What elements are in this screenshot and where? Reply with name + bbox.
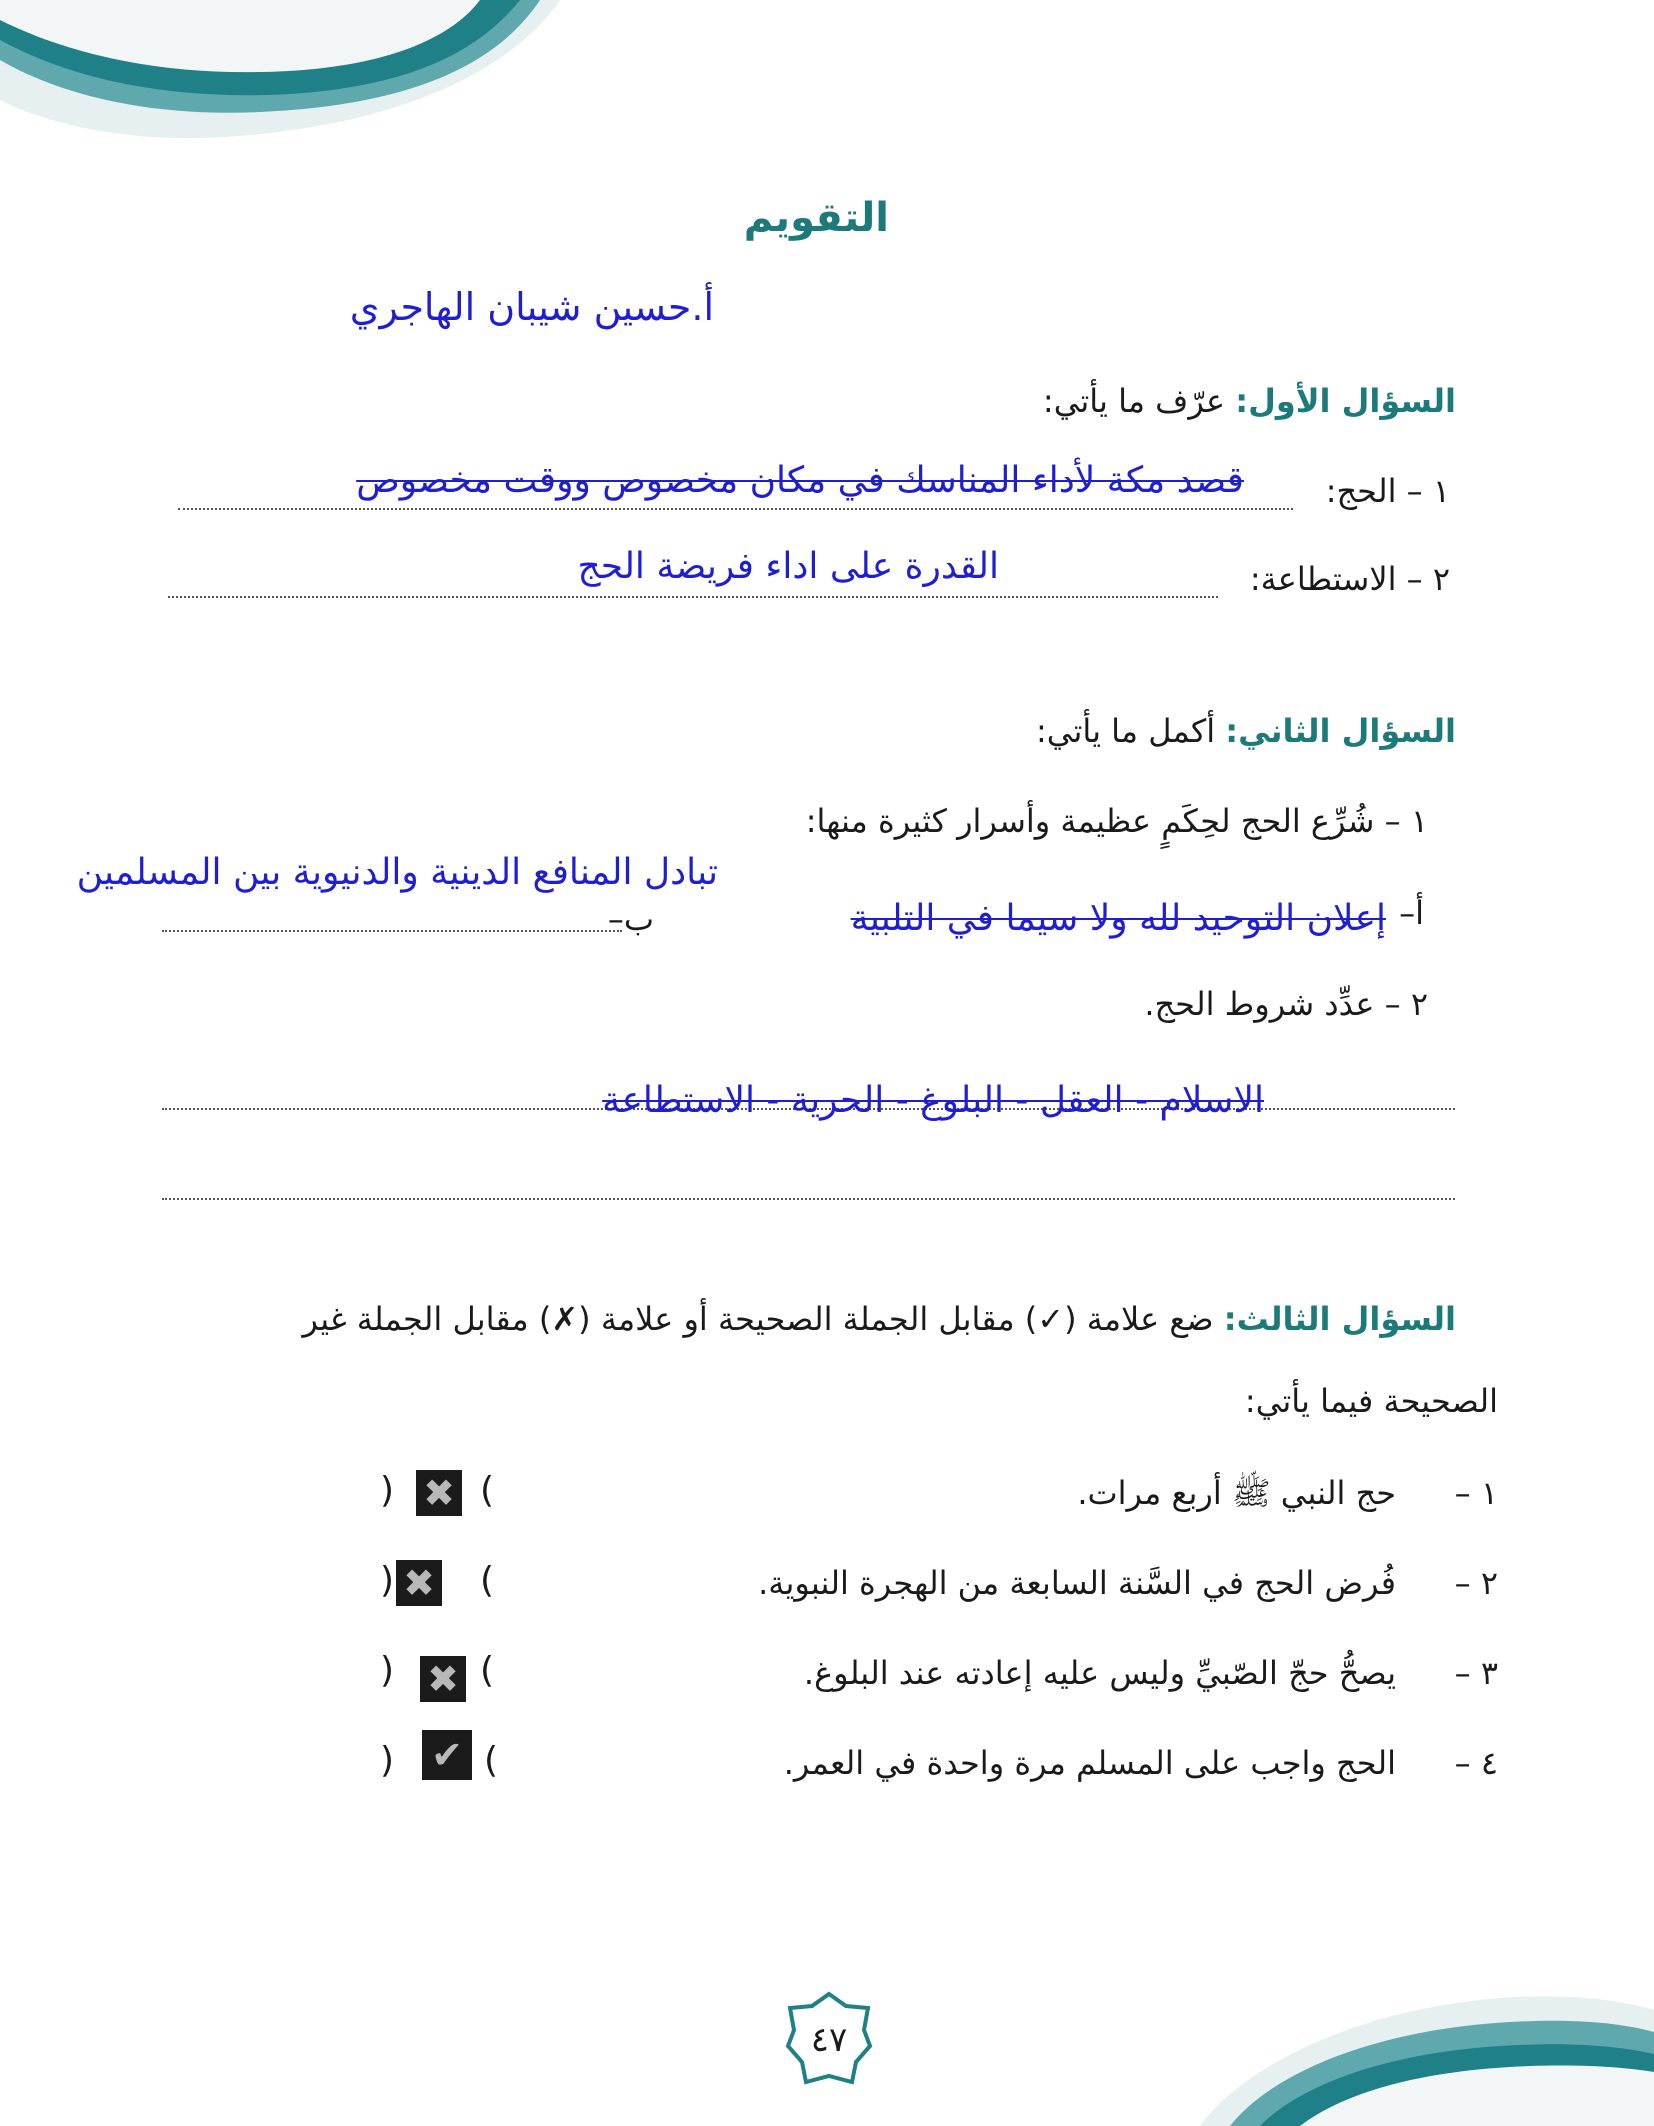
page-title: التقويم [743,195,889,241]
q3-item3-paren-open: ( [480,1650,495,1691]
header-wave-decoration [0,0,560,160]
q3-item3-text: يصحُّ حجّ الصّبيِّ وليس عليه إعادته عند البلوغ. [803,1654,1396,1692]
q2-b-answer: تبادل المنافع الدينية والدنيوية بين المسلمين [76,852,718,893]
q3-item1-paren-open: ( [480,1470,495,1511]
q3-item4-num: ٤ – [1454,1744,1498,1782]
q3-label: السؤال الثالث: [1223,1300,1456,1338]
q3-item3-x-mark-icon[interactable]: ✖ [420,1656,466,1702]
q1-item2-prompt: ٢ – الاستطاعة: [1249,560,1450,598]
author-name: أ.حسين شيبان الهاجري [349,285,714,329]
q3-item1-paren-close: ) [380,1470,395,1511]
q1-item2-answer-line [168,596,1218,598]
page-number: ٤٧ [810,2020,848,2060]
q3-item3-paren-close: ) [380,1650,395,1691]
q1-item2-answer: القدرة على اداء فريضة الحج [577,546,999,587]
q1-instruction: عرّف ما يأتي: [1042,382,1226,420]
q3-item3-num: ٣ – [1454,1654,1498,1692]
q2-b-label: ب– [607,900,654,938]
q3-item2-paren-close: ) [380,1560,395,1601]
q2-item2-extra-line [162,1198,1455,1200]
q2-a-label: أ– [1399,894,1424,932]
q1-item1-prompt: ١ – الحج: [1325,472,1450,510]
q3-item1-text: حج النبي ﷺ أربع مرات. [1077,1474,1396,1512]
q2-item2-prompt: ٢ – عدِّد شروط الحج. [1144,985,1428,1023]
q3-item1-x-mark-icon[interactable]: ✖ [416,1470,462,1516]
q3-instruction-line2: الصحيحة فيما يأتي: [1244,1382,1498,1420]
footer-wave-decoration [1200,1960,1654,2126]
q2-item1-prompt: ١ – شُرِّع الحج لحِكَمٍ عظيمة وأسرار كثيرة منها: [805,802,1428,840]
q3-item2-text: فُرض الحج في السَّنة السابعة من الهجرة النبوية. [758,1564,1396,1602]
q1-item1-answer-line [178,508,1293,510]
q2-a-answer: إعلان التوحيد لله ولا سيما في التلبية [850,898,1386,939]
q3-item2-x-mark-icon[interactable]: ✖ [396,1560,442,1606]
q1-label: السؤال الأول: [1235,382,1456,420]
q3-item2-paren-open: ( [480,1560,495,1601]
q3-instruction-line1: ضع علامة (✓) مقابل الجملة الصحيحة أو علامة (✗) مقابل الجملة غير [302,1300,1214,1338]
q3-item4-check-mark-icon[interactable]: ✔ [422,1730,472,1780]
q3-item4-paren-open: ( [484,1740,499,1781]
q1-item1-answer: قصد مكة لأداء المناسك في مكان مخصوص ووقت مخصوص [356,460,1244,501]
q2-label: السؤال الثاني: [1225,712,1456,750]
q3-item4-paren-close: ) [380,1740,395,1781]
q3-item4-text: الحج واجب على المسلم مرة واحدة في العمر. [783,1744,1396,1782]
q2-instruction: أكمل ما يأتي: [1035,712,1216,750]
q3-item1-num: ١ – [1454,1474,1498,1512]
q1-heading [1043,382,1456,420]
q3-heading [303,1300,1456,1338]
q2-heading [1036,712,1456,750]
q3-item2-num: ٢ – [1454,1564,1498,1602]
q2-item2-answer: الاسلام - العقل - البلوغ - الحرية - الاستطاعة [602,1080,1264,1121]
q2-b-answer-line [162,930,622,932]
